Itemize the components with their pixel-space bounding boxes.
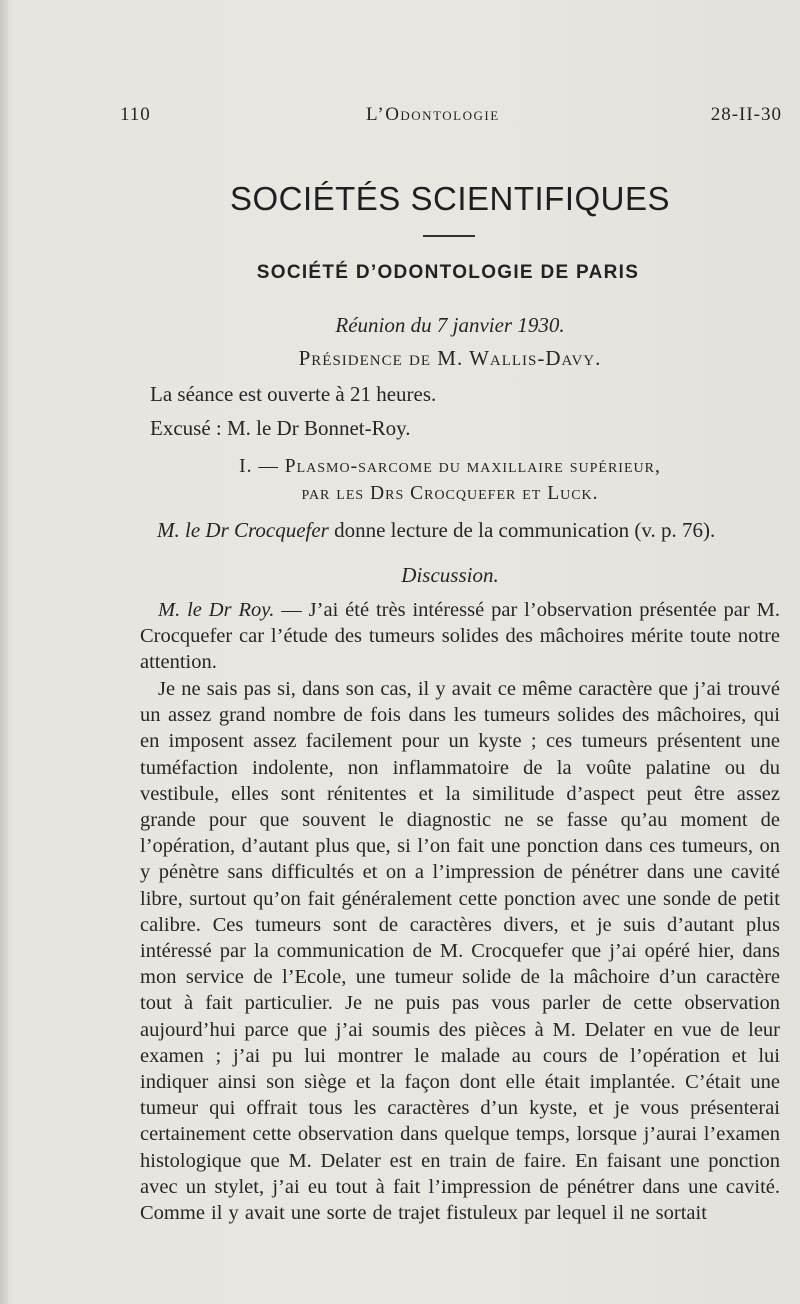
paragraph-2: Je ne sais pas si, dans son cas, il y avait ce même caractère que j’ai trouvé un assez grand nombre de fois dans les tumeurs solides des mâchoires, qui en imposent assez facilement pour un kyste ; ces tumeurs présentent une tuméfaction indolente, non inflammatoire de la voûte palatine ou du vestibule, elles sont rénitentes et la similitude d’aspect peut être assez grande pour que souvent le diagnostic ne se fasse qu’au moment de l’opération, d’autant plus que, si l’on fait une ponction dans ces tumeurs, on y pénètre sans difficultés et on a l’impression de pénétrer dans une cavité libre, surtout qu’on fait généralement cette ponction avec une sonde de petit calibre. Ces tumeurs sont de caractères divers, et je suis d’autant plus intéressé par la communication de M. Crocquefer que j’ai opéré hier, dans mon service de l’Ecole, une tumeur solide de la mâchoire d’un caractère tout à fait particulier. Je ne puis pas vous parler de cette observation aujourd’hui parce que j’ai soumis des pièces à M. Delater en vue de leur examen ; j’ai pu lui montrer le malade au cours de l’opération et lui indiquer ainsi son siège et la façon dont elle était implantée. C’était une tumeur qui offrait tous les caractères d’un kyste, et je vous présenterai certainement cette observation dans quelque temps, lorsque j’aurai l’examen histologique que M. Delater est en train de faire. En faisant une ponction avec un stylet, j’ai eu tout à fait l’impression de pénétrer dans une cavité. Comme il y avait une sorte de trajet fistuleux par lequel il ne sortait [140, 678, 780, 1225]
reading-speaker: M. le Dr Crocquefer [157, 518, 329, 542]
reading-line [157, 518, 715, 543]
discussion-heading: Discussion. [401, 563, 499, 587]
running-head [120, 104, 782, 134]
paragraph-1-text: — J’ai été très intéressé par l’observation présentée par M. Crocquefer car l’étude des tumeurs solides des mâchoires mérite toute notre attention. [140, 599, 780, 674]
issue-date: 28-II-30 [710, 104, 782, 125]
opening-line: La séance est ouverte à 21 heures. [150, 382, 437, 406]
society-name: SOCIÉTÉ D’ODONTOLOGIE DE PARIS [256, 262, 640, 283]
page-number: 110 [120, 104, 151, 125]
speaker-roy: M. le Dr Roy. [158, 599, 275, 621]
reading-text: donne lecture de la communication (v. p. 76). [334, 518, 716, 542]
section-heading-line-1: I. — Plasmo-sarcome du maxillaire supérieur, [239, 456, 661, 477]
title-rule [423, 235, 475, 237]
paragraph-1 [140, 597, 780, 676]
section-title: SOCIÉTÉS SCIENTIFIQUES [229, 180, 671, 217]
meeting-date: Réunion du 7 janvier 1930. [335, 313, 565, 337]
section-heading-line-2: par les Drs Crocquefer et Luck. [301, 483, 599, 504]
excused-line: Excusé : M. le Dr Bonnet-Roy. [150, 416, 411, 440]
presidency-line: Présidence de M. Wallis-Davy. [298, 346, 602, 370]
journal-name: L’Odontologie [366, 104, 500, 125]
